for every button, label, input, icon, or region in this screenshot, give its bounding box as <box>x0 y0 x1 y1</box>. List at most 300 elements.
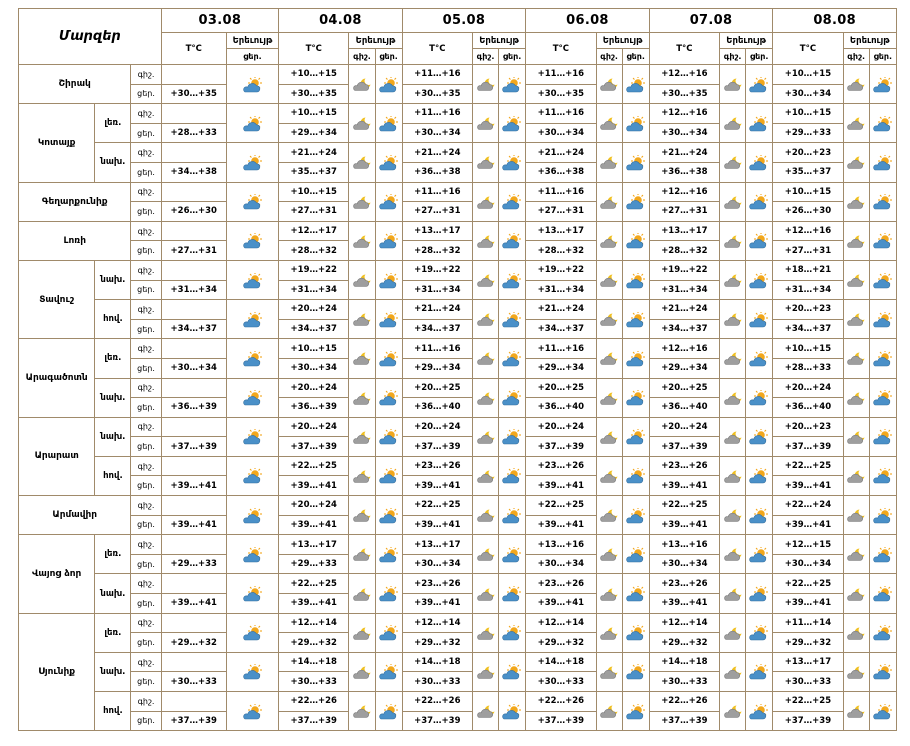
cloud-with-moon-icon <box>723 469 743 485</box>
cloud-with-sun-icon <box>501 77 523 94</box>
cloud-with-moon-icon <box>846 626 866 642</box>
cloud-with-sun-icon <box>242 233 264 250</box>
cloud-with-moon-icon <box>476 116 496 132</box>
day-temperature-cell: +39…+41 <box>649 515 719 535</box>
day-temperature-cell: +34…+37 <box>161 319 226 339</box>
cloud-with-moon-icon <box>476 704 496 720</box>
day-weather-cell <box>375 300 402 339</box>
zone-label: լեռ. <box>95 339 131 378</box>
day-weather-cell <box>746 143 773 182</box>
day-weather-cell <box>622 417 649 456</box>
cloud-with-moon-icon <box>476 469 496 485</box>
night-temperature-cell: +22…+25 <box>773 456 843 476</box>
night-temperature-cell: +10…+15 <box>773 339 843 359</box>
night-temperature-cell <box>161 378 226 398</box>
night-temperature-cell: +19…+22 <box>279 260 349 280</box>
day-weather-cell <box>869 652 896 691</box>
day-weather-cell <box>746 104 773 143</box>
night-temperature-cell: +21…+24 <box>402 300 472 320</box>
day-subheader: ցեր. <box>622 49 649 65</box>
night-weather-cell <box>596 339 622 378</box>
day-weather-cell <box>869 300 896 339</box>
day-weather-cell <box>375 456 402 495</box>
night-temperature-cell: +23…+26 <box>649 574 719 594</box>
cloud-with-moon-icon <box>476 430 496 446</box>
night-weather-cell <box>349 652 375 691</box>
night-subheader: գիշ. <box>472 49 498 65</box>
cloud-with-moon-icon <box>476 195 496 211</box>
day-label: ցեր. <box>131 358 161 378</box>
night-temperature-cell: +12…+15 <box>773 535 843 555</box>
cloud-with-moon-icon <box>723 430 743 446</box>
cloud-with-sun-icon <box>378 664 400 681</box>
night-temperature-cell: +11…+16 <box>526 65 596 85</box>
day-weather-cell <box>375 182 402 221</box>
cloud-with-sun-icon <box>748 312 770 329</box>
day-weather-cell <box>226 143 278 182</box>
day-temperature-cell: +37…+39 <box>526 437 596 457</box>
day-label: ցեր. <box>131 515 161 535</box>
cloud-with-sun-icon <box>242 194 264 211</box>
cloud-with-moon-icon <box>352 234 372 250</box>
day-weather-cell <box>226 300 278 339</box>
day-label: ցեր. <box>131 398 161 418</box>
night-weather-cell <box>596 104 622 143</box>
day-weather-cell <box>499 496 526 535</box>
cloud-with-sun-icon <box>501 586 523 603</box>
cloud-with-sun-icon <box>501 194 523 211</box>
region-name: Վայոց ձոր <box>19 535 95 613</box>
day-temperature-cell: +37…+39 <box>402 711 472 731</box>
cloud-with-sun-icon <box>242 429 264 446</box>
cloud-with-moon-icon <box>599 587 619 603</box>
night-temperature-cell: +20…+24 <box>279 417 349 437</box>
region-name: Տավուշ <box>19 260 95 338</box>
cloud-with-moon-icon <box>723 587 743 603</box>
cloud-with-sun-icon <box>748 704 770 721</box>
night-temperature-cell: +13…+17 <box>279 535 349 555</box>
night-temperature-cell: +20…+23 <box>773 300 843 320</box>
cloud-with-moon-icon <box>476 547 496 563</box>
cloud-with-sun-icon <box>625 468 647 485</box>
day-weather-cell <box>226 652 278 691</box>
day-label: ցեր. <box>131 711 161 731</box>
night-weather-cell <box>843 613 869 652</box>
day-weather-cell <box>499 182 526 221</box>
table-row <box>19 182 897 202</box>
table-row <box>19 417 897 437</box>
day-weather-cell <box>226 260 278 299</box>
night-weather-cell <box>349 182 375 221</box>
night-temperature-cell <box>161 417 226 437</box>
day-weather-cell <box>869 535 896 574</box>
day-weather-cell <box>622 260 649 299</box>
cloud-with-sun-icon <box>872 664 894 681</box>
cloud-with-sun-icon <box>872 429 894 446</box>
day-weather-cell <box>869 260 896 299</box>
day-temperature-cell: +34…+37 <box>649 319 719 339</box>
cloud-with-sun-icon <box>872 233 894 250</box>
cloud-with-sun-icon <box>501 664 523 681</box>
cloud-with-moon-icon <box>599 704 619 720</box>
night-weather-cell <box>596 652 622 691</box>
day-temperature-cell: +29…+33 <box>773 123 843 143</box>
night-temperature-cell: +22…+25 <box>526 496 596 516</box>
day-weather-cell <box>375 221 402 260</box>
day-temperature-cell: +39…+41 <box>402 594 472 614</box>
night-label: գիշ. <box>131 104 161 124</box>
night-weather-cell <box>472 496 498 535</box>
night-temperature-cell: +10…+15 <box>279 339 349 359</box>
day-label: ցեր. <box>131 594 161 614</box>
day-weather-cell <box>622 221 649 260</box>
cloud-with-moon-icon <box>352 155 372 171</box>
day-label: ցեր. <box>131 280 161 300</box>
day-temperature-cell: +30…+33 <box>649 672 719 692</box>
day-temperature-cell: +30…+34 <box>526 123 596 143</box>
day-weather-cell <box>226 182 278 221</box>
day-temperature-cell: +36…+40 <box>773 398 843 418</box>
day-temperature-cell: +34…+37 <box>402 319 472 339</box>
day-label: ցեր. <box>131 202 161 222</box>
temperature-header: T°C <box>773 33 843 65</box>
night-subheader: գիշ. <box>843 49 869 65</box>
night-temperature-cell: +14…+18 <box>279 652 349 672</box>
day-temperature-cell: +29…+33 <box>279 554 349 574</box>
cloud-with-moon-icon <box>723 234 743 250</box>
day-temperature-cell: +28…+32 <box>649 241 719 261</box>
cloud-with-sun-icon <box>872 312 894 329</box>
cloud-with-moon-icon <box>352 312 372 328</box>
table-row <box>19 496 897 516</box>
night-temperature-cell: +19…+22 <box>649 260 719 280</box>
night-weather-cell <box>720 260 746 299</box>
cloud-with-moon-icon <box>846 116 866 132</box>
zone-label: հով. <box>95 692 131 731</box>
day-temperature-cell: +34…+38 <box>161 162 226 182</box>
day-weather-cell <box>499 378 526 417</box>
cloud-with-moon-icon <box>599 155 619 171</box>
night-weather-cell <box>349 496 375 535</box>
day-label: ցեր. <box>131 554 161 574</box>
day-temperature-cell: +39…+41 <box>161 594 226 614</box>
day-weather-cell <box>869 613 896 652</box>
cloud-with-moon-icon <box>476 587 496 603</box>
cloud-with-moon-icon <box>599 234 619 250</box>
day-weather-cell <box>622 104 649 143</box>
day-temperature-cell: +30…+35 <box>649 84 719 104</box>
day-subheader: ցեր. <box>375 49 402 65</box>
night-weather-cell <box>843 104 869 143</box>
day-temperature-cell: +30…+33 <box>526 672 596 692</box>
day-temperature-cell: +37…+39 <box>279 437 349 457</box>
phenomenon-header: Երեւույթ <box>720 33 773 49</box>
cloud-with-sun-icon <box>872 508 894 525</box>
night-temperature-cell <box>161 104 226 124</box>
day-weather-cell <box>622 300 649 339</box>
day-temperature-cell: +37…+39 <box>526 711 596 731</box>
date-header: 07.08 <box>649 9 773 33</box>
day-weather-cell <box>226 692 278 731</box>
night-weather-cell <box>472 574 498 613</box>
night-weather-cell <box>596 182 622 221</box>
night-weather-cell <box>596 65 622 104</box>
night-temperature-cell: +22…+26 <box>402 692 472 712</box>
cloud-with-sun-icon <box>242 273 264 290</box>
day-temperature-cell: +31…+34 <box>526 280 596 300</box>
night-weather-cell <box>843 221 869 260</box>
day-temperature-cell: +29…+33 <box>161 554 226 574</box>
cloud-with-sun-icon <box>872 351 894 368</box>
night-weather-cell <box>472 182 498 221</box>
day-temperature-cell: +28…+33 <box>773 358 843 378</box>
day-weather-cell <box>746 456 773 495</box>
night-weather-cell <box>349 535 375 574</box>
night-label: գիշ. <box>131 378 161 398</box>
day-weather-cell <box>375 378 402 417</box>
temperature-header: T°C <box>161 33 226 65</box>
day-temperature-cell: +37…+39 <box>279 711 349 731</box>
cloud-with-moon-icon <box>352 547 372 563</box>
cloud-with-moon-icon <box>476 312 496 328</box>
cloud-with-sun-icon <box>378 77 400 94</box>
night-label: գիշ. <box>131 300 161 320</box>
cloud-with-moon-icon <box>599 626 619 642</box>
cloud-with-moon-icon <box>599 665 619 681</box>
table-row <box>19 104 897 124</box>
night-weather-cell <box>349 456 375 495</box>
day-weather-cell <box>375 65 402 104</box>
cloud-with-moon-icon <box>476 273 496 289</box>
day-label: ցեր. <box>131 319 161 339</box>
day-weather-cell <box>375 692 402 731</box>
zone-label: նախ. <box>95 417 131 456</box>
night-temperature-cell: +21…+24 <box>279 143 349 163</box>
cloud-with-sun-icon <box>625 116 647 133</box>
day-temperature-cell: +30…+34 <box>649 554 719 574</box>
day-weather-cell <box>869 692 896 731</box>
day-weather-cell <box>869 143 896 182</box>
night-label: գիշ. <box>131 652 161 672</box>
cloud-with-moon-icon <box>599 547 619 563</box>
cloud-with-moon-icon <box>599 430 619 446</box>
day-temperature-cell: +36…+40 <box>649 398 719 418</box>
cloud-with-sun-icon <box>242 351 264 368</box>
day-subheader: ցեր. <box>746 49 773 65</box>
cloud-with-moon-icon <box>476 234 496 250</box>
day-temperature-cell: +31…+34 <box>402 280 472 300</box>
zone-label: նախ. <box>95 143 131 182</box>
night-weather-cell <box>596 221 622 260</box>
cloud-with-moon-icon <box>352 273 372 289</box>
cloud-with-sun-icon <box>242 586 264 603</box>
night-label: գիշ. <box>131 260 161 280</box>
night-temperature-cell: +10…+15 <box>773 104 843 124</box>
night-temperature-cell: +11…+16 <box>402 65 472 85</box>
day-temperature-cell: +35…+37 <box>279 162 349 182</box>
date-header: 04.08 <box>279 9 403 33</box>
cloud-with-sun-icon <box>501 155 523 172</box>
night-weather-cell <box>720 417 746 456</box>
night-weather-cell <box>349 143 375 182</box>
night-weather-cell <box>843 65 869 104</box>
day-temperature-cell: +30…+33 <box>402 672 472 692</box>
night-temperature-cell: +20…+25 <box>649 378 719 398</box>
day-temperature-cell: +30…+35 <box>279 84 349 104</box>
day-weather-cell <box>375 417 402 456</box>
day-weather-cell <box>226 378 278 417</box>
night-temperature-cell: +21…+24 <box>649 143 719 163</box>
cloud-with-sun-icon <box>748 390 770 407</box>
temperature-header: T°C <box>649 33 719 65</box>
night-temperature-cell <box>161 652 226 672</box>
night-temperature-cell: +12…+16 <box>649 104 719 124</box>
day-weather-cell <box>226 613 278 652</box>
day-label: ցեր. <box>131 162 161 182</box>
day-weather-cell <box>746 378 773 417</box>
cloud-with-sun-icon <box>625 233 647 250</box>
cloud-with-moon-icon <box>352 626 372 642</box>
cloud-with-moon-icon <box>352 351 372 367</box>
day-weather-cell <box>499 260 526 299</box>
cloud-with-sun-icon <box>501 429 523 446</box>
table-row <box>19 613 897 633</box>
day-temperature-cell: +26…+30 <box>773 202 843 222</box>
day-weather-cell <box>226 65 278 104</box>
cloud-with-sun-icon <box>748 468 770 485</box>
region-name: Կոտայք <box>19 104 95 182</box>
cloud-with-sun-icon <box>625 351 647 368</box>
day-temperature-cell: +30…+34 <box>773 84 843 104</box>
day-weather-cell <box>746 339 773 378</box>
night-temperature-cell: +10…+15 <box>279 65 349 85</box>
cloud-with-sun-icon <box>748 586 770 603</box>
day-temperature-cell: +39…+41 <box>773 476 843 496</box>
day-weather-cell <box>375 652 402 691</box>
cloud-with-sun-icon <box>501 273 523 290</box>
cloud-with-sun-icon <box>872 390 894 407</box>
table-row <box>19 692 897 712</box>
night-weather-cell <box>349 613 375 652</box>
night-temperature-cell: +11…+16 <box>402 182 472 202</box>
day-temperature-cell: +31…+34 <box>649 280 719 300</box>
night-temperature-cell <box>161 182 226 202</box>
day-temperature-cell: +30…+34 <box>526 554 596 574</box>
day-temperature-cell: +30…+34 <box>402 554 472 574</box>
cloud-with-sun-icon <box>242 390 264 407</box>
night-label: գիշ. <box>131 574 161 594</box>
day-temperature-cell: +29…+34 <box>649 358 719 378</box>
night-temperature-cell: +20…+24 <box>279 300 349 320</box>
night-temperature-cell: +13…+17 <box>773 652 843 672</box>
day-weather-cell <box>499 104 526 143</box>
cloud-with-moon-icon <box>599 312 619 328</box>
night-weather-cell <box>596 535 622 574</box>
date-header: 06.08 <box>526 9 650 33</box>
day-weather-cell <box>226 221 278 260</box>
day-temperature-cell: +34…+37 <box>526 319 596 339</box>
day-weather-cell <box>622 652 649 691</box>
day-weather-cell <box>869 221 896 260</box>
night-weather-cell <box>472 221 498 260</box>
cloud-with-moon-icon <box>846 704 866 720</box>
zone-label: լեռ. <box>95 535 131 574</box>
cloud-with-moon-icon <box>352 469 372 485</box>
cloud-with-sun-icon <box>378 390 400 407</box>
night-weather-cell <box>843 496 869 535</box>
night-weather-cell <box>349 417 375 456</box>
day-temperature-cell: +36…+40 <box>526 398 596 418</box>
night-temperature-cell: +23…+26 <box>526 574 596 594</box>
night-temperature-cell: +14…+18 <box>526 652 596 672</box>
night-temperature-cell: +12…+17 <box>279 221 349 241</box>
cloud-with-moon-icon <box>476 351 496 367</box>
day-weather-cell <box>746 260 773 299</box>
cloud-with-sun-icon <box>378 116 400 133</box>
night-weather-cell <box>472 300 498 339</box>
day-weather-cell <box>869 496 896 535</box>
day-temperature-cell: +37…+39 <box>773 711 843 731</box>
day-temperature-cell: +39…+41 <box>161 476 226 496</box>
night-temperature-cell: +12…+16 <box>773 221 843 241</box>
night-temperature-cell: +11…+16 <box>526 104 596 124</box>
night-temperature-cell: +20…+25 <box>526 378 596 398</box>
day-weather-cell <box>622 456 649 495</box>
cloud-with-sun-icon <box>748 116 770 133</box>
night-weather-cell <box>596 300 622 339</box>
cloud-with-moon-icon <box>846 155 866 171</box>
night-weather-cell <box>596 378 622 417</box>
day-temperature-cell: +39…+41 <box>649 594 719 614</box>
night-temperature-cell <box>161 496 226 516</box>
phenomenon-header: Երեւույթ <box>349 33 402 49</box>
cloud-with-moon-icon <box>723 77 743 93</box>
night-weather-cell <box>472 417 498 456</box>
day-label: ցեր. <box>131 476 161 496</box>
night-weather-cell <box>596 574 622 613</box>
zone-label: հով. <box>95 456 131 495</box>
cloud-with-sun-icon <box>872 704 894 721</box>
cloud-with-sun-icon <box>378 508 400 525</box>
night-weather-cell <box>720 574 746 613</box>
day-weather-cell <box>226 535 278 574</box>
table-row <box>19 378 897 398</box>
night-weather-cell <box>472 143 498 182</box>
day-temperature-cell: +30…+34 <box>649 123 719 143</box>
day-temperature-cell: +31…+34 <box>773 280 843 300</box>
cloud-with-sun-icon <box>872 547 894 564</box>
temperature-header: T°C <box>402 33 472 65</box>
cloud-with-sun-icon <box>378 312 400 329</box>
night-temperature-cell <box>161 339 226 359</box>
cloud-with-sun-icon <box>242 704 264 721</box>
night-temperature-cell: +23…+26 <box>402 456 472 476</box>
day-weather-cell <box>499 300 526 339</box>
night-weather-cell <box>596 260 622 299</box>
cloud-with-moon-icon <box>476 626 496 642</box>
night-subheader: գիշ. <box>596 49 622 65</box>
day-temperature-cell: +28…+33 <box>161 123 226 143</box>
cloud-with-sun-icon <box>872 194 894 211</box>
header-row-dates <box>19 9 897 33</box>
cloud-with-sun-icon <box>378 233 400 250</box>
night-temperature-cell <box>161 456 226 476</box>
cloud-with-moon-icon <box>352 430 372 446</box>
cloud-with-moon-icon <box>846 430 866 446</box>
cloud-with-moon-icon <box>599 195 619 211</box>
cloud-with-sun-icon <box>501 704 523 721</box>
cloud-with-sun-icon <box>748 429 770 446</box>
